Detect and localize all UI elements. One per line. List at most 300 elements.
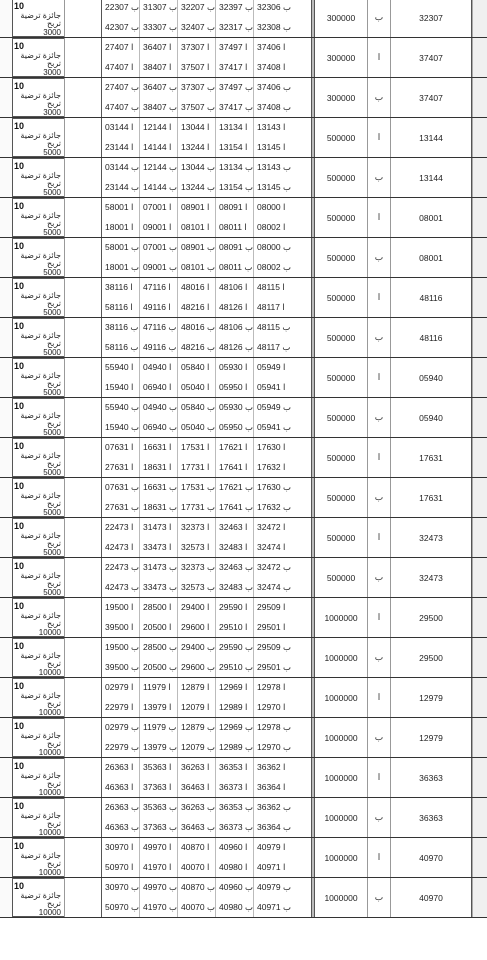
left-margin bbox=[0, 198, 12, 237]
series-letter-cell bbox=[367, 798, 390, 837]
grid-number: 12969 ب bbox=[216, 718, 254, 738]
prize-value: 10000 bbox=[38, 668, 61, 677]
winning-number: 05940 bbox=[419, 412, 443, 423]
series-letter: ا bbox=[377, 532, 381, 542]
grid-number: 08002 ب bbox=[257, 261, 292, 272]
winning-number: 08001 bbox=[419, 252, 443, 263]
numbers-grid bbox=[102, 758, 311, 797]
prize-value: 5000 bbox=[43, 588, 61, 597]
prize-value: 5000 bbox=[43, 188, 61, 197]
grid-number: 32472 ا bbox=[257, 522, 286, 533]
prize-count: 10 bbox=[14, 361, 25, 371]
table-row bbox=[0, 598, 487, 638]
grid-number: 47407 ا bbox=[102, 58, 140, 78]
prize-label: جائزة ترضية bbox=[20, 611, 61, 620]
numbers-grid bbox=[102, 118, 311, 157]
prize-win-label: تربح bbox=[46, 59, 61, 68]
grid-number: 03144 ا bbox=[102, 118, 140, 138]
table-row bbox=[0, 478, 487, 518]
series-letter-cell bbox=[367, 118, 390, 157]
grid-number: 37408 ا bbox=[257, 61, 286, 72]
amount-value: 500000 bbox=[326, 492, 356, 503]
left-margin bbox=[0, 638, 12, 677]
consolation-prize-cell bbox=[12, 678, 64, 717]
grid-number: 27407 ب bbox=[102, 78, 140, 98]
prize-win-label: تربح bbox=[46, 259, 61, 268]
prize-win-label: تربح bbox=[46, 99, 61, 108]
winning-number-cell bbox=[390, 78, 472, 117]
table-row bbox=[0, 678, 487, 718]
grid-number: 48216 ا bbox=[178, 298, 216, 318]
series-letter-cell bbox=[367, 478, 390, 517]
blank-cell bbox=[64, 838, 101, 877]
numbers-grid bbox=[102, 198, 311, 237]
grid-number: 32407 ب bbox=[178, 18, 216, 38]
grid-number: 29400 ب bbox=[178, 638, 216, 658]
grid-number: 22979 ب bbox=[102, 738, 140, 758]
prize-count: 10 bbox=[14, 801, 25, 811]
numbers-grid-cell bbox=[101, 278, 311, 317]
right-edge bbox=[472, 78, 487, 117]
right-edge bbox=[472, 478, 487, 517]
blank-cell bbox=[64, 358, 101, 397]
numbers-grid-cell bbox=[101, 558, 311, 597]
left-margin bbox=[0, 718, 12, 757]
grid-number: 48126 ا bbox=[216, 298, 254, 318]
grid-number: 48117 ب bbox=[257, 341, 291, 352]
winning-number: 36363 bbox=[419, 812, 443, 823]
table-row bbox=[0, 558, 487, 598]
grid-number: 07631 ا bbox=[102, 438, 140, 458]
amount-value: 500000 bbox=[326, 252, 356, 263]
series-letter: ب bbox=[374, 332, 384, 342]
prize-count: 10 bbox=[14, 1, 25, 11]
numbers-grid-cell bbox=[101, 678, 311, 717]
winning-number-cell bbox=[390, 838, 472, 877]
grid-number: 32463 ب bbox=[216, 558, 254, 578]
grid-number: 19500 ب bbox=[102, 638, 140, 658]
grid-number: 17641 ب bbox=[216, 498, 254, 518]
grid-number: 13244 ا bbox=[178, 138, 216, 158]
grid-number: 48106 ا bbox=[216, 278, 254, 298]
left-margin bbox=[0, 438, 12, 477]
grid-number: 31473 ا bbox=[140, 518, 178, 538]
prize-label: جائزة ترضية bbox=[20, 331, 61, 340]
numbers-grid bbox=[102, 238, 311, 277]
table-row bbox=[0, 238, 487, 278]
grid-number: 05930 ب bbox=[216, 398, 254, 418]
prize-label: جائزة ترضية bbox=[20, 811, 61, 820]
grid-number: 07001 ب bbox=[140, 238, 178, 258]
grid-number: 29510 ب bbox=[216, 658, 254, 678]
consolation-prize-cell bbox=[12, 438, 64, 477]
consolation-prize-cell bbox=[12, 478, 64, 517]
prize-win-label: تربح bbox=[46, 19, 61, 28]
blank-cell bbox=[64, 758, 101, 797]
grid-number: 17630 ب bbox=[257, 482, 292, 493]
series-letter-cell bbox=[367, 558, 390, 597]
series-letter-cell bbox=[367, 678, 390, 717]
right-edge bbox=[472, 398, 487, 437]
winning-number-cell bbox=[390, 798, 472, 837]
winning-number-cell bbox=[390, 158, 472, 197]
grid-number: 15940 ب bbox=[102, 418, 140, 438]
series-letter-cell bbox=[367, 398, 390, 437]
grid-number: 13979 ب bbox=[140, 738, 178, 758]
right-edge bbox=[472, 438, 487, 477]
amount-value: 500000 bbox=[326, 332, 356, 343]
grid-number: 40979 ا bbox=[257, 842, 286, 853]
series-letter: ا bbox=[377, 292, 381, 302]
prize-count: 10 bbox=[14, 81, 25, 91]
prize-label: جائزة ترضية bbox=[20, 371, 61, 380]
series-letter-cell bbox=[367, 518, 390, 557]
grid-number: 12970 ا bbox=[257, 701, 286, 712]
prize-count: 10 bbox=[14, 241, 25, 251]
table-row bbox=[0, 358, 487, 398]
series-letter-cell bbox=[367, 198, 390, 237]
grid-number: 58001 ا bbox=[102, 198, 140, 218]
left-margin bbox=[0, 878, 12, 917]
grid-number: 02979 ا bbox=[102, 678, 140, 698]
series-letter-cell bbox=[367, 878, 390, 917]
winning-number: 17631 bbox=[419, 492, 443, 503]
numbers-grid bbox=[102, 318, 311, 357]
numbers-grid-cell bbox=[101, 198, 311, 237]
blank-cell bbox=[64, 718, 101, 757]
grid-number: 37406 ب bbox=[257, 82, 292, 93]
grid-number: 46363 ب bbox=[102, 818, 140, 838]
table-row bbox=[0, 838, 487, 878]
prize-count: 10 bbox=[14, 161, 25, 171]
numbers-grid bbox=[102, 358, 311, 397]
grid-number: 05840 ب bbox=[178, 398, 216, 418]
prize-label: جائزة ترضية bbox=[20, 411, 61, 420]
right-edge bbox=[472, 238, 487, 277]
grid-number: 48106 ب bbox=[216, 318, 254, 338]
winning-number: 37407 bbox=[419, 92, 443, 103]
consolation-prize-cell bbox=[12, 598, 64, 637]
numbers-grid-cell bbox=[101, 838, 311, 877]
table-row bbox=[0, 0, 487, 38]
grid-number: 13044 ا bbox=[178, 118, 216, 138]
series-letter: ب bbox=[374, 732, 384, 742]
blank-cell bbox=[64, 798, 101, 837]
left-margin bbox=[0, 758, 12, 797]
left-margin bbox=[0, 598, 12, 637]
consolation-prize-cell bbox=[12, 278, 64, 317]
numbers-grid-cell bbox=[101, 758, 311, 797]
prize-value: 10000 bbox=[38, 868, 61, 877]
numbers-grid-cell bbox=[101, 398, 311, 437]
grid-number: 08002 ا bbox=[257, 221, 286, 232]
grid-number: 12989 ب bbox=[216, 738, 254, 758]
prize-count: 10 bbox=[14, 881, 25, 891]
prize-label: جائزة ترضية bbox=[20, 851, 61, 860]
grid-number: 23144 ب bbox=[102, 178, 140, 198]
blank-cell bbox=[64, 278, 101, 317]
prize-count: 10 bbox=[14, 121, 25, 131]
prize-win-label: تربح bbox=[46, 899, 61, 908]
grid-number: 29400 ا bbox=[178, 598, 216, 618]
numbers-grid-cell bbox=[101, 78, 311, 117]
series-letter: ا bbox=[377, 52, 381, 62]
blank-cell bbox=[64, 398, 101, 437]
blank-cell bbox=[64, 0, 101, 37]
grid-number: 37307 ا bbox=[178, 38, 216, 58]
grid-number: 03144 ب bbox=[102, 158, 140, 178]
prize-label: جائزة ترضية bbox=[20, 731, 61, 740]
grid-number: 40870 ا bbox=[178, 838, 216, 858]
grid-number: 48216 ب bbox=[178, 338, 216, 358]
prize-label: جائزة ترضية bbox=[20, 451, 61, 460]
blank-cell bbox=[64, 558, 101, 597]
left-margin bbox=[0, 118, 12, 157]
grid-number: 13145 ب bbox=[257, 181, 292, 192]
numbers-grid bbox=[102, 798, 311, 837]
grid-number: 32573 ا bbox=[178, 538, 216, 558]
amount-value: 1000000 bbox=[324, 652, 358, 663]
prize-win-label: تربح bbox=[46, 619, 61, 628]
winning-number: 12979 bbox=[419, 732, 443, 743]
prize-label: جائزة ترضية bbox=[20, 491, 61, 500]
grid-number: 29600 ب bbox=[178, 658, 216, 678]
grid-number: 37507 ب bbox=[178, 98, 216, 118]
series-letter: ب bbox=[374, 492, 384, 502]
numbers-grid bbox=[102, 598, 311, 637]
prize-value: 5000 bbox=[43, 428, 61, 437]
grid-number: 06940 ا bbox=[140, 378, 178, 398]
consolation-prize-cell bbox=[12, 838, 64, 877]
grid-number: 49970 ب bbox=[140, 878, 178, 898]
left-margin bbox=[0, 478, 12, 517]
table-row bbox=[0, 318, 487, 358]
series-letter: ب bbox=[374, 892, 384, 902]
grid-number: 37406 ا bbox=[257, 42, 286, 53]
grid-number: 04940 ا bbox=[140, 358, 178, 378]
grid-number: 22473 ا bbox=[102, 518, 140, 538]
grid-number: 32483 ا bbox=[216, 538, 254, 558]
numbers-grid bbox=[102, 878, 311, 917]
grid-number: 32463 ا bbox=[216, 518, 254, 538]
consolation-prize-cell bbox=[12, 518, 64, 557]
amount-cell bbox=[314, 718, 367, 757]
prize-label: جائزة ترضية bbox=[20, 691, 61, 700]
grid-number: 36364 ا bbox=[257, 781, 286, 792]
grid-number: 12079 ا bbox=[178, 698, 216, 718]
prize-win-label: تربح bbox=[46, 779, 61, 788]
grid-number: 22979 ا bbox=[102, 698, 140, 718]
prize-count: 10 bbox=[14, 841, 25, 851]
prize-label: جائزة ترضية bbox=[20, 211, 61, 220]
right-edge bbox=[472, 0, 487, 37]
grid-number: 11979 ب bbox=[140, 718, 178, 738]
grid-number: 37497 ا bbox=[216, 38, 254, 58]
consolation-prize-cell bbox=[12, 0, 64, 37]
numbers-grid bbox=[102, 0, 311, 37]
winning-number-cell bbox=[390, 438, 472, 477]
amount-value: 300000 bbox=[326, 12, 356, 23]
amount-cell bbox=[314, 358, 367, 397]
amount-value: 1000000 bbox=[324, 852, 358, 863]
series-letter: ا bbox=[377, 212, 381, 222]
amount-cell bbox=[314, 278, 367, 317]
blank-cell bbox=[64, 118, 101, 157]
winning-number-cell bbox=[390, 518, 472, 557]
winning-number-cell bbox=[390, 638, 472, 677]
series-letter-cell bbox=[367, 718, 390, 757]
prize-win-label: تربح bbox=[46, 179, 61, 188]
numbers-grid-cell bbox=[101, 598, 311, 637]
prize-count: 10 bbox=[14, 761, 25, 771]
grid-number: 27631 ب bbox=[102, 498, 140, 518]
series-letter: ا bbox=[377, 772, 381, 782]
grid-number: 17621 ب bbox=[216, 478, 254, 498]
grid-number: 49116 ا bbox=[140, 298, 178, 318]
winning-number-cell bbox=[390, 0, 472, 37]
grid-number: 48016 ب bbox=[178, 318, 216, 338]
grid-number: 17621 ا bbox=[216, 438, 254, 458]
right-edge bbox=[472, 638, 487, 677]
consolation-prize-cell bbox=[12, 798, 64, 837]
numbers-grid-cell bbox=[101, 438, 311, 477]
grid-number: 08011 ب bbox=[216, 258, 254, 278]
consolation-prize-cell bbox=[12, 718, 64, 757]
numbers-grid-cell bbox=[101, 158, 311, 197]
grid-number: 08901 ا bbox=[178, 198, 216, 218]
amount-cell bbox=[314, 678, 367, 717]
prize-value: 10000 bbox=[38, 628, 61, 637]
grid-number: 40870 ب bbox=[178, 878, 216, 898]
numbers-grid-cell bbox=[101, 798, 311, 837]
grid-number: 46363 ا bbox=[102, 778, 140, 798]
amount-cell bbox=[314, 798, 367, 837]
series-letter-cell bbox=[367, 0, 390, 37]
grid-number: 22307 ب bbox=[102, 0, 140, 18]
right-edge bbox=[472, 198, 487, 237]
grid-number: 36362 ا bbox=[257, 762, 286, 773]
numbers-grid bbox=[102, 38, 311, 77]
left-margin bbox=[0, 838, 12, 877]
amount-cell bbox=[314, 78, 367, 117]
winning-number-cell bbox=[390, 598, 472, 637]
winning-number: 48116 bbox=[419, 332, 443, 343]
winning-number-cell bbox=[390, 358, 472, 397]
grid-number: 12879 ا bbox=[178, 678, 216, 698]
winning-number: 32473 bbox=[419, 532, 443, 543]
prize-value: 10000 bbox=[38, 708, 61, 717]
grid-number: 15940 ا bbox=[102, 378, 140, 398]
right-edge bbox=[472, 558, 487, 597]
grid-number: 08091 ب bbox=[216, 238, 254, 258]
amount-cell bbox=[314, 478, 367, 517]
numbers-grid bbox=[102, 558, 311, 597]
grid-number: 13134 ا bbox=[216, 118, 254, 138]
grid-number: 27631 ا bbox=[102, 458, 140, 478]
grid-number: 17731 ا bbox=[178, 458, 216, 478]
amount-cell bbox=[314, 558, 367, 597]
prize-label: جائزة ترضية bbox=[20, 571, 61, 580]
prize-win-label: تربح bbox=[46, 819, 61, 828]
blank-cell bbox=[64, 638, 101, 677]
grid-number: 29501 ا bbox=[257, 621, 286, 632]
grid-number: 02979 ب bbox=[102, 718, 140, 738]
grid-number: 33473 ا bbox=[140, 538, 178, 558]
left-margin bbox=[0, 0, 12, 37]
grid-number: 31473 ب bbox=[140, 558, 178, 578]
grid-number: 32397 ب bbox=[216, 0, 254, 18]
grid-number: 29510 ا bbox=[216, 618, 254, 638]
left-margin bbox=[0, 558, 12, 597]
prize-win-label: تربح bbox=[46, 859, 61, 868]
grid-number: 13979 ا bbox=[140, 698, 178, 718]
amount-cell bbox=[314, 878, 367, 917]
grid-number: 37497 ب bbox=[216, 78, 254, 98]
prize-value: 3000 bbox=[43, 68, 61, 77]
prize-count: 10 bbox=[14, 481, 25, 491]
grid-number: 18001 ا bbox=[102, 218, 140, 238]
grid-number: 29509 ا bbox=[257, 602, 286, 613]
blank-cell bbox=[64, 158, 101, 197]
series-letter: ب bbox=[374, 252, 384, 262]
grid-number: 55940 ا bbox=[102, 358, 140, 378]
grid-number: 16631 ا bbox=[140, 438, 178, 458]
numbers-grid-cell bbox=[101, 118, 311, 157]
prize-win-label: تربح bbox=[46, 299, 61, 308]
winning-number: 13144 bbox=[419, 172, 443, 183]
numbers-grid bbox=[102, 638, 311, 677]
amount-cell bbox=[314, 158, 367, 197]
prize-label: جائزة ترضية bbox=[20, 771, 61, 780]
series-letter-cell bbox=[367, 78, 390, 117]
numbers-grid-cell bbox=[101, 878, 311, 917]
grid-number: 42473 ا bbox=[102, 538, 140, 558]
prize-win-label: تربح bbox=[46, 699, 61, 708]
grid-number: 36362 ب bbox=[257, 802, 292, 813]
prize-win-label: تربح bbox=[46, 499, 61, 508]
grid-number: 32373 ب bbox=[178, 558, 216, 578]
numbers-grid bbox=[102, 278, 311, 317]
grid-number: 23144 ا bbox=[102, 138, 140, 158]
grid-number: 08011 ا bbox=[216, 218, 254, 238]
winning-number-cell bbox=[390, 318, 472, 357]
grid-number: 26363 ب bbox=[102, 798, 140, 818]
prize-label: جائزة ترضية bbox=[20, 891, 61, 900]
prize-win-label: تربح bbox=[46, 579, 61, 588]
grid-number: 17531 ا bbox=[178, 438, 216, 458]
grid-number: 48126 ب bbox=[216, 338, 254, 358]
series-letter-cell bbox=[367, 358, 390, 397]
amount-value: 500000 bbox=[326, 172, 356, 183]
amount-cell bbox=[314, 38, 367, 77]
prize-value: 10000 bbox=[38, 908, 61, 917]
series-letter-cell bbox=[367, 318, 390, 357]
winning-number: 08001 bbox=[419, 212, 443, 223]
consolation-prize-cell bbox=[12, 318, 64, 357]
grid-number: 40971 ب bbox=[257, 901, 292, 912]
grid-number: 09001 ب bbox=[140, 258, 178, 278]
grid-number: 12144 ب bbox=[140, 158, 178, 178]
numbers-grid-cell bbox=[101, 358, 311, 397]
prize-value: 5000 bbox=[43, 348, 61, 357]
grid-number: 28500 ا bbox=[140, 598, 178, 618]
prize-count: 10 bbox=[14, 201, 25, 211]
grid-number: 18001 ب bbox=[102, 258, 140, 278]
grid-number: 26363 ا bbox=[102, 758, 140, 778]
grid-number: 40979 ب bbox=[257, 882, 292, 893]
amount-value: 500000 bbox=[326, 572, 356, 583]
grid-number: 20500 ب bbox=[140, 658, 178, 678]
